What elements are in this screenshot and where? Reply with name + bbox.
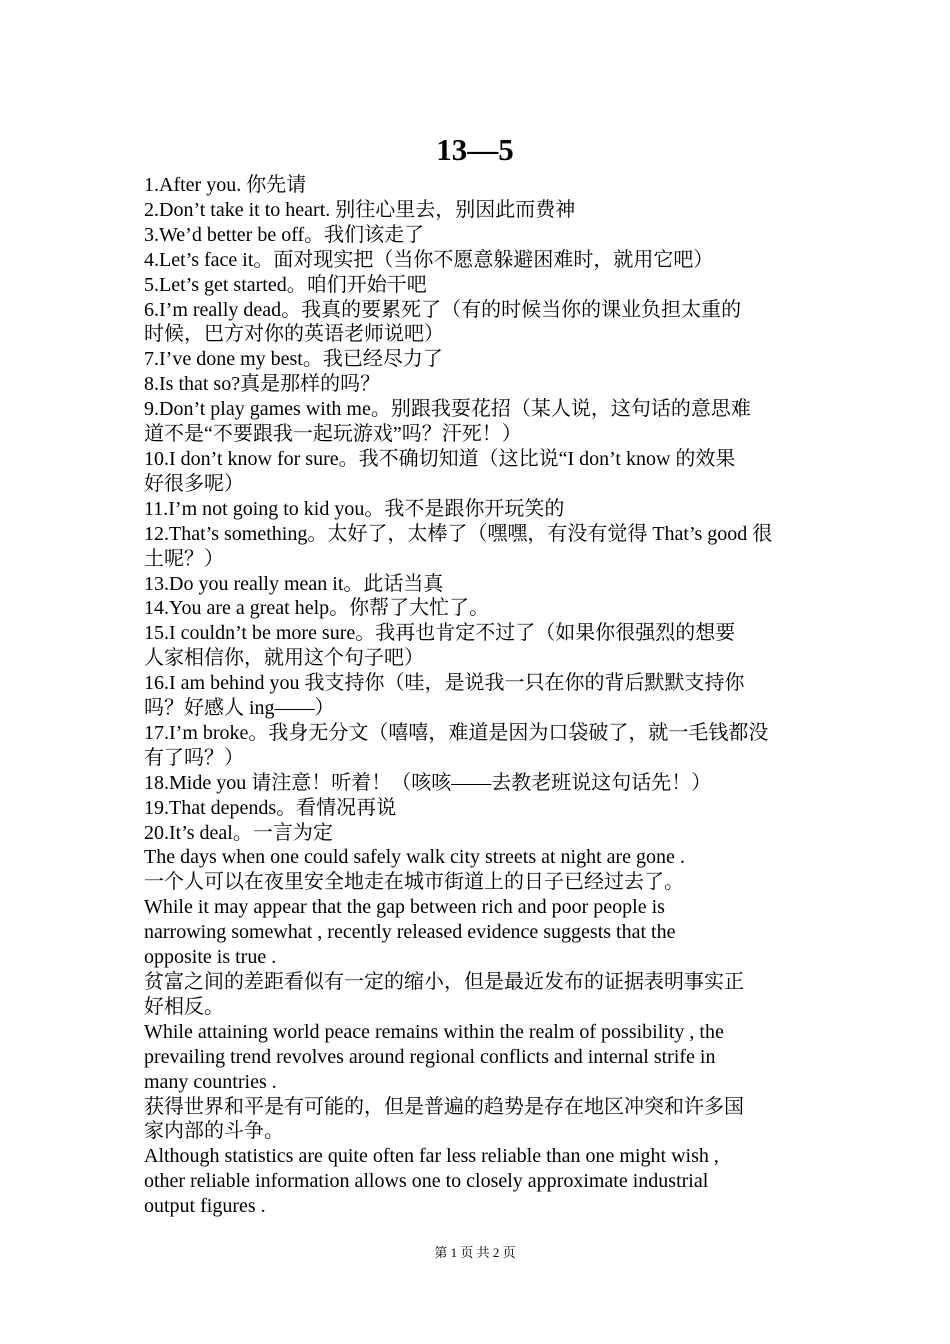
text-line: 16.I am behind you 我支持你（哇，是说我一只在你的背后默默支持你 xyxy=(144,672,745,695)
text-line: While it may appear that the gap between rich and poor people is xyxy=(144,896,665,919)
text-line: 家内部的斗争。 xyxy=(144,1120,284,1143)
text-line: 7.I’ve done my best。我已经尽力了 xyxy=(144,348,443,371)
text-line: 道不是“不要跟我一起玩游戏”吗？汗死！） xyxy=(144,423,522,446)
text-line: 15.I couldn’t be more sure。我再也肯定不过了（如果你很强烈的想要 xyxy=(144,622,736,645)
text-line: prevailing trend revolves around regional conflicts and internal strife in xyxy=(144,1045,716,1068)
text-line: Although statistics are quite often far less reliable than one might wish , xyxy=(144,1145,719,1168)
text-line: 土呢？） xyxy=(144,547,224,570)
text-line: 5.Let’s get started。咱们开始干吧 xyxy=(144,273,427,296)
text-line: 人家相信你，就用这个句子吧） xyxy=(144,647,424,670)
text-line: 20.It’s deal。一言为定 xyxy=(144,821,333,844)
text-line: many countries . xyxy=(144,1070,277,1093)
text-line: 12.That’s something。太好了，太棒了（嘿嘿，有没有觉得 That’s good 很 xyxy=(144,522,773,545)
text-line: 获得世界和平是有可能的，但是普遍的趋势是存在地区冲突和许多国 xyxy=(144,1095,744,1118)
text-line: 11.I’m not going to kid you。我不是跟你开玩笑的 xyxy=(144,497,565,520)
document-title: 13—5 xyxy=(436,132,514,167)
text-line: 18.Mide you 请注意！听着！（咳咳——去教老班说这句话先！） xyxy=(144,771,712,794)
page-footer: 第 1 页 共 2 页 xyxy=(434,1245,516,1260)
text-line: 好很多呢） xyxy=(144,472,244,495)
text-line: 2.Don’t take it to heart. 别往心里去，别因此而费神 xyxy=(144,198,576,221)
text-line: 17.I’m broke。我身无分文（嘻嘻，难道是因为口袋破了，就一毛钱都没 xyxy=(144,721,769,744)
text-line: 9.Don’t play games with me。别跟我耍花招（某人说，这句话的意思难 xyxy=(144,398,751,421)
text-line: opposite is true . xyxy=(144,946,277,969)
text-line: 10.I don’t know for sure。我不确切知道（这比说“I don’t know 的效果 xyxy=(144,447,736,470)
text-line: 时候，巴方对你的英语老师说吧） xyxy=(144,323,444,346)
text-line: The days when one could safely walk city streets at night are gone . xyxy=(144,846,685,869)
text-line: 一个人可以在夜里安全地走在城市街道上的日子已经过去了。 xyxy=(144,871,684,894)
text-line: 3.We’d better be off。我们该走了 xyxy=(144,223,425,246)
text-line: 贫富之间的差距看似有一定的缩小，但是最近发布的证据表明事实正 xyxy=(144,971,744,993)
text-line: 6.I’m really dead。我真的要累死了（有的时候当你的课业负担太重的 xyxy=(144,298,742,321)
text-line: 8.Is that so?真是那样的吗？ xyxy=(144,373,381,396)
text-line: 吗？好感人 ing——） xyxy=(144,697,335,720)
text-line: narrowing somewhat , recently released evidence suggests that the xyxy=(144,921,676,944)
text-line: other reliable information allows one to closely approximate industrial xyxy=(144,1170,709,1193)
text-line: 有了吗？） xyxy=(144,746,244,769)
document-body xyxy=(144,173,808,1219)
text-line: 好相反。 xyxy=(144,995,224,1018)
text-line: 1.After you. 你先请 xyxy=(144,174,307,196)
text-line: output figures . xyxy=(144,1195,266,1218)
text-line: 14.You are a great help。你帮了大忙了。 xyxy=(144,597,490,620)
text-line: 13.Do you really mean it。此话当真 xyxy=(144,572,444,595)
text-line: While attaining world peace remains within the realm of possibility , the xyxy=(144,1020,724,1043)
text-line: 19.That depends。看情况再说 xyxy=(144,796,397,819)
text-line: 4.Let’s face it。面对现实把（当你不愿意躲避困难时，就用它吧） xyxy=(144,248,714,271)
